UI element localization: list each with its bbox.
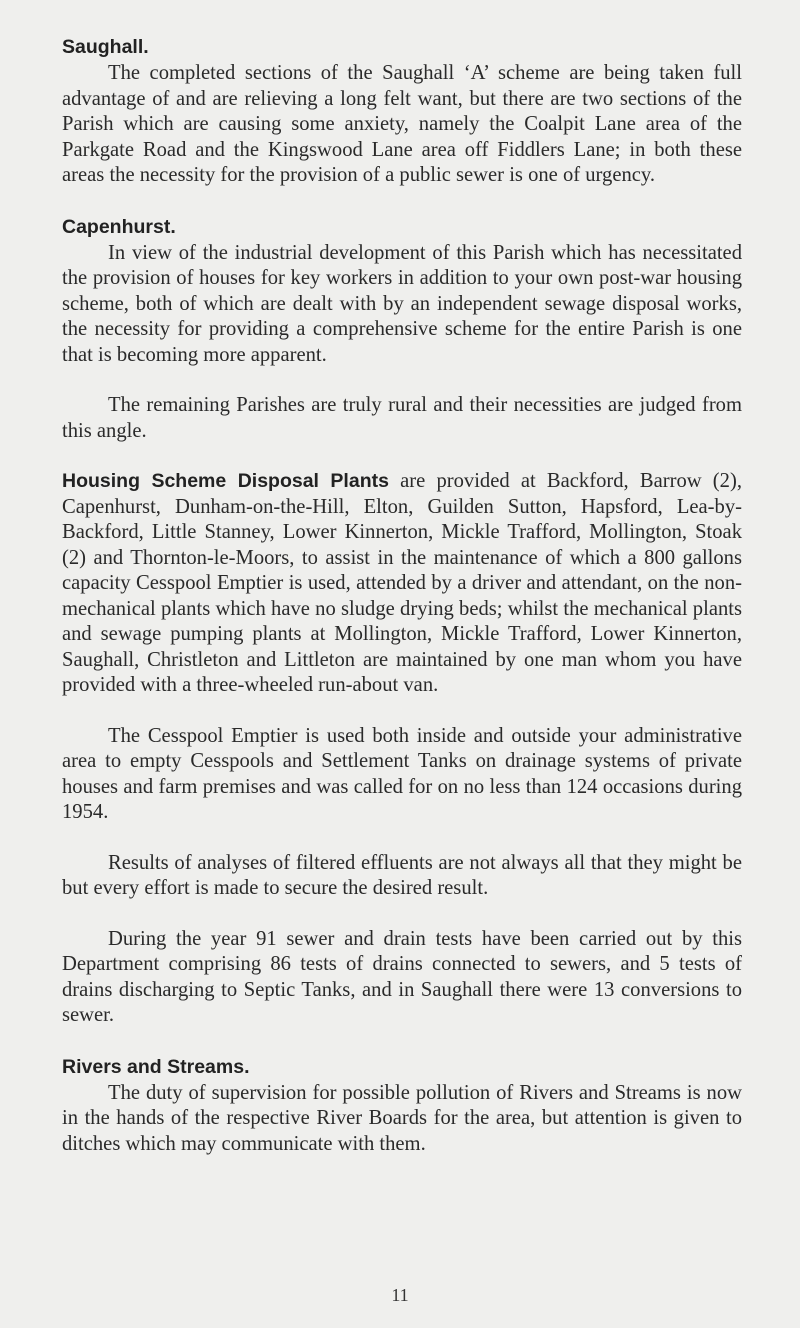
section-heading-housing: Housing Scheme Disposal Plants bbox=[62, 470, 389, 492]
section-saughall bbox=[62, 34, 742, 189]
section-heading-saughall: Saughall. bbox=[62, 36, 149, 58]
paragraph-cesspool-emptier: The Cesspool Emptier is used both inside and outside your administrative area to empty Cesspools and Settlement Tanks on drainage systems of private houses and farm premises and was called for on no less than 124 occasions during 1954. bbox=[62, 724, 742, 823]
section-rivers bbox=[62, 1054, 742, 1158]
section-housing-scheme bbox=[62, 469, 742, 1029]
housing-paragraph-text: are provided at Backford, Barrow (2), Capenhurst, Dunham-on-the-Hill, Elton, Guilden Sutton, Hapsford, Lea-by-Backford, Little Stanney, Lower Kinnerton, Mickle Trafford, Mollington, Stoak (2) and Thornton-le-Moors, to assist in the maintenance of which a 800 gallons capacity Cesspool Emptier is used, attended by a driver and attendant, on the non-mechanical plants which have no sludge drying beds; whilst the mechanical plants and sewage pumping plants at Mollington, Mickle Trafford, Lower Kinnerton, Saughall, Christleton and Littleton are maintained by one man whom you have provided with a three-wheeled run-about van. bbox=[62, 470, 742, 696]
paragraph-housing-scheme bbox=[62, 469, 742, 699]
paragraph-capenhurst-1: In view of the industrial development of this Parish which has necessitated the provision of houses for key workers in addition to your own post-war housing scheme, both of which are dealt with by an independent sewage disposal works, the necessity for providing a comprehensive scheme for the entire Parish is one that is becoming more apparent. bbox=[62, 241, 742, 366]
paragraph-effluent-results: Results of analyses of filtered effluents are not always all that they might be but every effort is made to secure the desired result. bbox=[62, 851, 742, 899]
section-capenhurst bbox=[62, 214, 742, 445]
paragraph-rivers: The duty of supervision for possible pollution of Rivers and Streams is now in the hands of the respective River Boards for the area, but attention is given to ditches which may communicate with them. bbox=[62, 1081, 742, 1155]
paragraph-drain-tests: During the year 91 sewer and drain tests have been carried out by this Department comprising 86 tests of drains connected to sewers, and 5 tests of drains discharging to Septic Tanks, and in Saughall there were 13 conversions to sewer. bbox=[62, 927, 742, 1026]
page-number: 11 bbox=[391, 1285, 409, 1305]
section-heading-rivers: Rivers and Streams. bbox=[62, 1055, 250, 1078]
paragraph-capenhurst-2: The remaining Parishes are truly rural and their necessities are judged from this angle. bbox=[62, 394, 742, 442]
paragraph-saughall: The completed sections of the Saughall ‘A’ scheme are being taken full advantage of and are relieving a long felt want, but there are two sections of the Parish which are causing some anxiety, namely the Coalpit Lane area of the Parkgate Road and the Kingswood Lane area off Fiddlers Lane; in both these areas the necessity for the provision of a public sewer is one of urgency. bbox=[62, 62, 742, 186]
section-heading-capenhurst: Capenhurst. bbox=[62, 215, 176, 238]
